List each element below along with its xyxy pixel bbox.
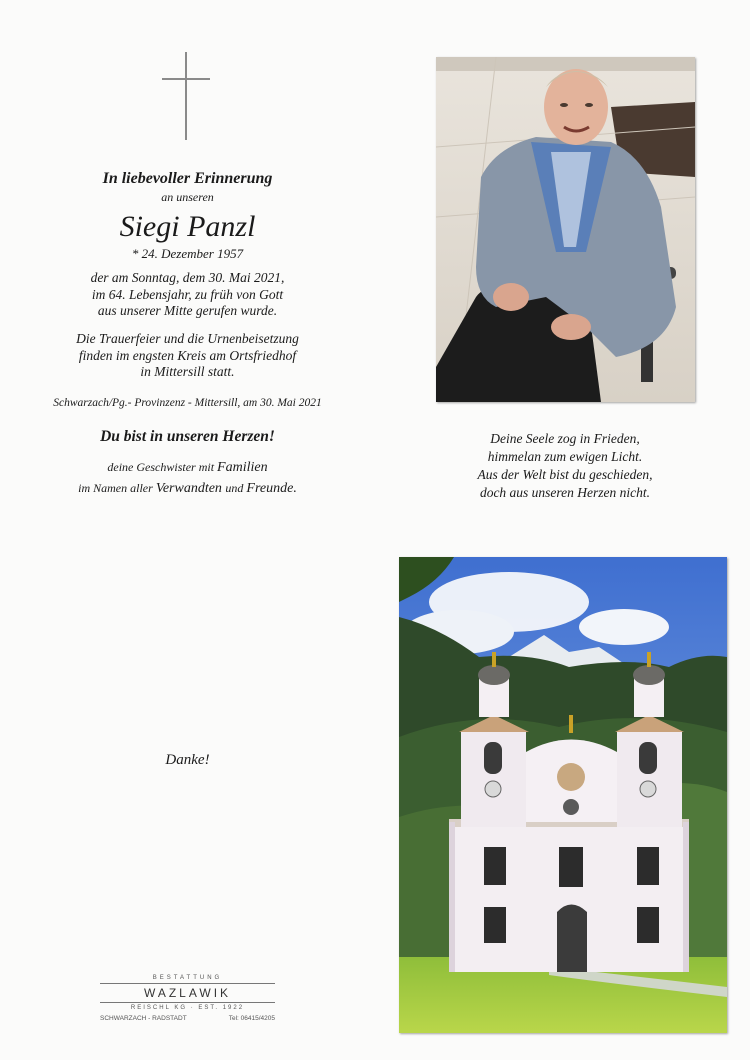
- funeral-home-logo: [100, 975, 275, 1022]
- ceremony-line-2: finden im engsten Kreis am Ortsfriedhof: [78, 347, 297, 363]
- birth-date: * 24. Dezember 1957: [131, 246, 244, 261]
- fam-b: mit: [198, 460, 218, 474]
- ceremony-line-1: Die Trauerfeier und die Urnenbeisetzung: [76, 331, 299, 346]
- church-photo: [399, 557, 727, 1033]
- fam-c: Familien: [217, 460, 268, 475]
- ceremony-notice: [30, 331, 345, 381]
- logo-top: BESTATTUNG: [152, 975, 223, 981]
- cross-icon-bar: [162, 78, 210, 80]
- poem-line-3: Aus der Welt bist du geschieden,: [477, 467, 653, 482]
- ceremony-line-3: in Mittersill statt.: [140, 364, 235, 379]
- memory-heading: In liebevoller Erinnerung: [102, 170, 273, 187]
- danke: Danke!: [165, 752, 210, 768]
- poem-line-4: doch aus unseren Herzen nicht.: [479, 485, 651, 500]
- poem: [435, 430, 695, 502]
- poem-line-1: Deine Seele zog in Frieden,: [490, 431, 640, 446]
- fam-a: deine Geschwister: [107, 460, 199, 474]
- fam2-b: Verwandten: [155, 481, 226, 496]
- fam2-a: im Namen aller: [78, 481, 156, 495]
- death-line-2: im 64. Lebensjahr, zu früh von Gott: [91, 286, 284, 302]
- family-signature: [30, 457, 345, 499]
- portrait-photo: [436, 57, 695, 402]
- place-date: Schwarzach/Pg.- Provinzenz - Mittersill, am 30. Mai 2021: [53, 397, 322, 409]
- logo-phone: Tel: 06415/4205: [228, 1015, 275, 1022]
- fam2-c: und: [225, 481, 247, 495]
- death-line-1: der am Sonntag, dem 30. Mai 2021,: [90, 270, 285, 285]
- logo-address: [100, 1015, 275, 1022]
- cross-icon: [185, 52, 187, 140]
- logo-main: WAZLAWIK: [143, 986, 232, 1000]
- logo-line-top: [100, 983, 275, 984]
- an-unseren: an unseren: [161, 190, 214, 204]
- death-notice: [30, 270, 345, 320]
- logo-sub: REISCHL KG · EST. 1922: [130, 1005, 245, 1011]
- logo-address-left: SCHWARZACH - RADSTADT: [100, 1015, 187, 1022]
- herzen-heading: Du bist in unseren Herzen!: [100, 428, 275, 445]
- deceased-name: Siegi Panzl: [119, 210, 256, 243]
- logo-line-bottom: [100, 1002, 275, 1003]
- death-line-3: aus unserer Mitte gerufen wurde.: [97, 303, 278, 318]
- poem-line-2: himmelan zum ewigen Licht.: [487, 449, 643, 464]
- fam2-d: Freunde.: [246, 481, 297, 496]
